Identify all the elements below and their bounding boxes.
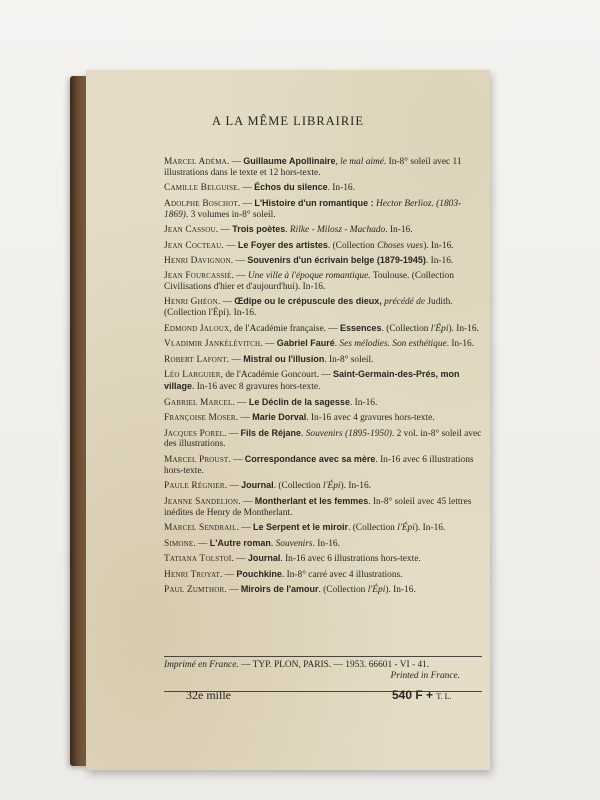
catalog-entry bbox=[164, 338, 482, 350]
entry-author: Marcel Proust bbox=[164, 454, 229, 465]
entry-details: . bbox=[285, 225, 290, 236]
catalog-entry bbox=[164, 553, 482, 565]
entry-details: , bbox=[335, 157, 341, 167]
entry-details: . bbox=[334, 339, 340, 350]
entry-author: Gabriel Marcel bbox=[164, 397, 233, 408]
entry-title: Guillaume Apollinaire bbox=[243, 156, 336, 166]
entry-subtitle: l'Épi bbox=[367, 585, 386, 596]
entry-title: Le Serpent et le miroir bbox=[252, 522, 348, 533]
catalog-entry bbox=[164, 428, 482, 451]
entry-separator: . — bbox=[193, 538, 210, 549]
entry-title: L'Histoire d'un romantique : bbox=[254, 197, 374, 208]
entry-details-tail: ). In-16. bbox=[448, 323, 479, 334]
imprint-rule-top bbox=[164, 656, 482, 657]
entry-details-tail: . 2 vol. in-8° soleil avec des illustrations. bbox=[164, 428, 482, 450]
price-suffix: T. L. bbox=[436, 692, 452, 701]
entry-separator: . — bbox=[215, 225, 233, 236]
entry-title: Œdipe ou le crépuscule des dieux, bbox=[234, 296, 382, 307]
entry-author: Paul Zumthor bbox=[164, 585, 225, 596]
entry-separator: . — bbox=[236, 523, 253, 534]
catalog-entry bbox=[164, 182, 482, 194]
catalog-entry bbox=[164, 538, 482, 550]
entry-separator: . — bbox=[224, 428, 241, 439]
entry-author: Marcel Sendrail bbox=[164, 523, 237, 534]
catalog-entry bbox=[164, 224, 482, 236]
entry-title: Le Déclin de la sagesse bbox=[248, 396, 350, 407]
entry-details: . In-16. bbox=[327, 183, 355, 194]
entry-details-tail: ). In-16. bbox=[340, 481, 371, 492]
entry-title: Le Foyer des artistes bbox=[237, 239, 328, 250]
catalog-entry bbox=[164, 480, 482, 492]
entry-details: . In-8° carré avec 4 illustrations. bbox=[281, 569, 403, 580]
entry-author: Vladimir Jankélévitch bbox=[164, 339, 261, 350]
entry-details: . (Collection bbox=[348, 523, 398, 534]
entry-details-tail: ). In-16. bbox=[414, 523, 446, 534]
entry-author: Marcel Adéma bbox=[164, 157, 227, 167]
catalog-heading: A LA MÊME LIBRAIRIE bbox=[212, 114, 364, 128]
catalog-entry bbox=[164, 584, 482, 596]
entry-title: Pouchkine bbox=[236, 568, 282, 579]
entry-separator: . — bbox=[224, 481, 242, 492]
catalog-entry bbox=[164, 156, 482, 179]
entry-details-tail: . In-8° soleil avec 11 illustrations dans le texte et 12 hors-texte. bbox=[164, 157, 462, 178]
entry-title: Fils de Réjane bbox=[240, 427, 302, 438]
entry-separator: , de l'Académie française. — bbox=[229, 323, 341, 334]
entry-separator: . — bbox=[226, 157, 244, 167]
entry-title: L'Autre roman bbox=[209, 537, 271, 548]
entry-details-tail: . 3 volumes in-8° soleil. bbox=[185, 209, 276, 220]
entry-details: . bbox=[270, 538, 276, 549]
entry-subtitle: le mal aimé bbox=[340, 157, 384, 167]
catalog-list bbox=[164, 156, 482, 600]
entry-title: Essences bbox=[340, 322, 382, 333]
entry-details: . In-8° soleil avec 45 lettres inédites de Henry de Montherlant. bbox=[164, 496, 472, 518]
entry-details: . In-8° soleil. bbox=[324, 354, 374, 365]
entry-details-tail: ). In-16. bbox=[423, 240, 454, 251]
entry-author: Camille Belguise bbox=[164, 183, 238, 194]
entry-separator: . — bbox=[230, 256, 248, 267]
entry-separator: . — bbox=[237, 183, 255, 194]
entry-separator: . — bbox=[217, 297, 235, 308]
entry-subtitle: l'Épi bbox=[322, 481, 341, 492]
entry-details-tail: Toulouse. (Collection Civilisations d'hier et d'aujourd'hui). In-16. bbox=[164, 270, 454, 292]
entry-separator: . — bbox=[226, 354, 244, 365]
entry-details: . (Collection bbox=[273, 481, 323, 492]
imprint-line-1 bbox=[164, 660, 482, 671]
entry-title: Trois poètes bbox=[232, 224, 286, 235]
entry-author: Jeanne Sandelion bbox=[164, 496, 239, 507]
entry-title: Journal bbox=[247, 553, 281, 564]
entry-details: . (Collection bbox=[381, 323, 431, 334]
entry-separator: . — bbox=[219, 569, 237, 580]
entry-separator: . — bbox=[231, 554, 248, 565]
entry-details: . In-16 avec 4 gravures hors-texte. bbox=[306, 413, 435, 424]
entry-details-tail: . In-16. bbox=[312, 538, 340, 549]
imprint-block bbox=[164, 660, 482, 682]
entry-separator: . — bbox=[231, 270, 248, 281]
entry-details: . In-16. bbox=[425, 256, 454, 267]
entry-subtitle: l'Épi bbox=[397, 523, 415, 534]
entry-details-tail: . In-16. bbox=[385, 225, 413, 236]
entry-author: Simone bbox=[164, 538, 194, 549]
entry-details: . In-16. bbox=[349, 397, 378, 408]
entry-subtitle: Une ville à l'époque romantique. bbox=[247, 270, 371, 281]
entry-title: Miroirs de l'amour bbox=[240, 584, 319, 595]
entry-details: . (Collection bbox=[327, 240, 378, 251]
entry-details: . bbox=[301, 428, 306, 439]
catalog-entry bbox=[164, 354, 482, 366]
entry-title: Échos du silence bbox=[254, 182, 328, 193]
entry-subtitle: Rilke - Milosz - Machado bbox=[289, 225, 386, 236]
entry-subtitle: l'Épi bbox=[430, 323, 449, 334]
entry-author: Robert Lafont bbox=[164, 354, 227, 365]
entry-separator: . — bbox=[221, 240, 238, 251]
entry-details: . In-16 avec 8 gravures hors-texte. bbox=[192, 382, 321, 393]
catalog-entry bbox=[164, 412, 482, 424]
catalog-entry bbox=[164, 240, 482, 252]
entry-author: Léo Larguier bbox=[164, 370, 221, 381]
entry-author: Henri Davignon bbox=[164, 256, 231, 267]
entry-title: Souvenirs d'un écrivain belge (1879-1945) bbox=[247, 255, 426, 266]
entry-subtitle: Choses vues bbox=[377, 240, 424, 251]
entry-author: Henri Troyat bbox=[164, 569, 220, 580]
entry-separator: . — bbox=[238, 496, 255, 507]
edition-count: 32e mille bbox=[186, 688, 231, 702]
entry-subtitle: Ses mélodies. Son esthétique bbox=[339, 339, 447, 350]
entry-author: Françoise Moser bbox=[164, 413, 236, 424]
entry-title: Montherlant et les femmes bbox=[254, 495, 369, 506]
entry-details-tail: . In-16. bbox=[446, 339, 475, 350]
catalog-entry bbox=[164, 569, 482, 581]
entry-author: Edmond Jaloux bbox=[164, 323, 230, 334]
entry-subtitle: Souvenirs bbox=[275, 538, 313, 549]
catalog-entry bbox=[164, 198, 482, 221]
entry-author: Adolphe Boschot bbox=[164, 198, 238, 209]
entry-author: Henri Ghéon bbox=[164, 297, 218, 308]
catalog-entry bbox=[164, 522, 482, 534]
entry-author: Jean Cassou bbox=[164, 225, 216, 236]
price-value: 540 F + bbox=[392, 688, 434, 702]
entry-details: . In-16 avec 6 illustrations hors-texte. bbox=[280, 554, 421, 565]
entry-separator: . — bbox=[232, 397, 249, 408]
entry-author: Jean Fourcassié bbox=[164, 270, 232, 281]
catalog-entry bbox=[164, 496, 482, 519]
entry-author: Tatiana Tolstoï bbox=[164, 554, 232, 565]
entry-separator: . — bbox=[224, 585, 241, 596]
catalog-entry bbox=[164, 323, 482, 335]
imprint-line-2: Printed in France. bbox=[390, 671, 460, 681]
entry-details-tail: Judith. (Collection l'Épi). In-16. bbox=[164, 297, 453, 319]
entry-subtitle: précédé de bbox=[384, 297, 426, 308]
price-label bbox=[392, 688, 452, 702]
catalog-entry bbox=[164, 397, 482, 409]
catalog-entry bbox=[164, 454, 482, 477]
entry-author: Paule Régnier bbox=[164, 481, 225, 492]
entry-separator: . — bbox=[237, 198, 255, 209]
entry-details: . (Collection bbox=[318, 585, 368, 596]
imprint-label: Imprimé en France. bbox=[164, 660, 239, 670]
entry-author: Jean Cocteau bbox=[164, 240, 222, 251]
catalog-entry bbox=[164, 369, 482, 393]
entry-title: Journal bbox=[241, 480, 274, 491]
book-back-cover bbox=[86, 70, 490, 770]
catalog-entry bbox=[164, 296, 482, 319]
entry-details: . In-16 avec 6 illustrations hors-texte. bbox=[164, 454, 474, 476]
entry-title: Correspondance avec sa mère bbox=[244, 453, 376, 464]
entry-details-tail: ). In-16. bbox=[385, 585, 416, 596]
entry-separator: . — bbox=[260, 339, 277, 350]
entry-title: Mistral ou l'illusion bbox=[243, 353, 325, 364]
entry-title: Saint-Germain-des-Prés, mon village bbox=[164, 369, 460, 392]
imprint-printer: — TYP. PLON, PARIS. — 1953. 66601 - VI - 41. bbox=[238, 660, 430, 670]
catalog-entry bbox=[164, 271, 482, 293]
entry-title: Gabriel Fauré bbox=[276, 338, 335, 349]
entry-author: Jacques Porel bbox=[164, 428, 225, 439]
catalog-entry bbox=[164, 255, 482, 267]
entry-separator: . — bbox=[228, 454, 245, 465]
entry-separator: . — bbox=[235, 413, 253, 424]
entry-title: Marie Dorval bbox=[252, 412, 307, 423]
entry-separator: , de l'Académie Goncourt. — bbox=[220, 370, 333, 381]
entry-subtitle: Hector Berlioz. (1803-1869) bbox=[164, 198, 462, 220]
entry-subtitle: Souvenirs (1895-1950) bbox=[305, 428, 392, 439]
